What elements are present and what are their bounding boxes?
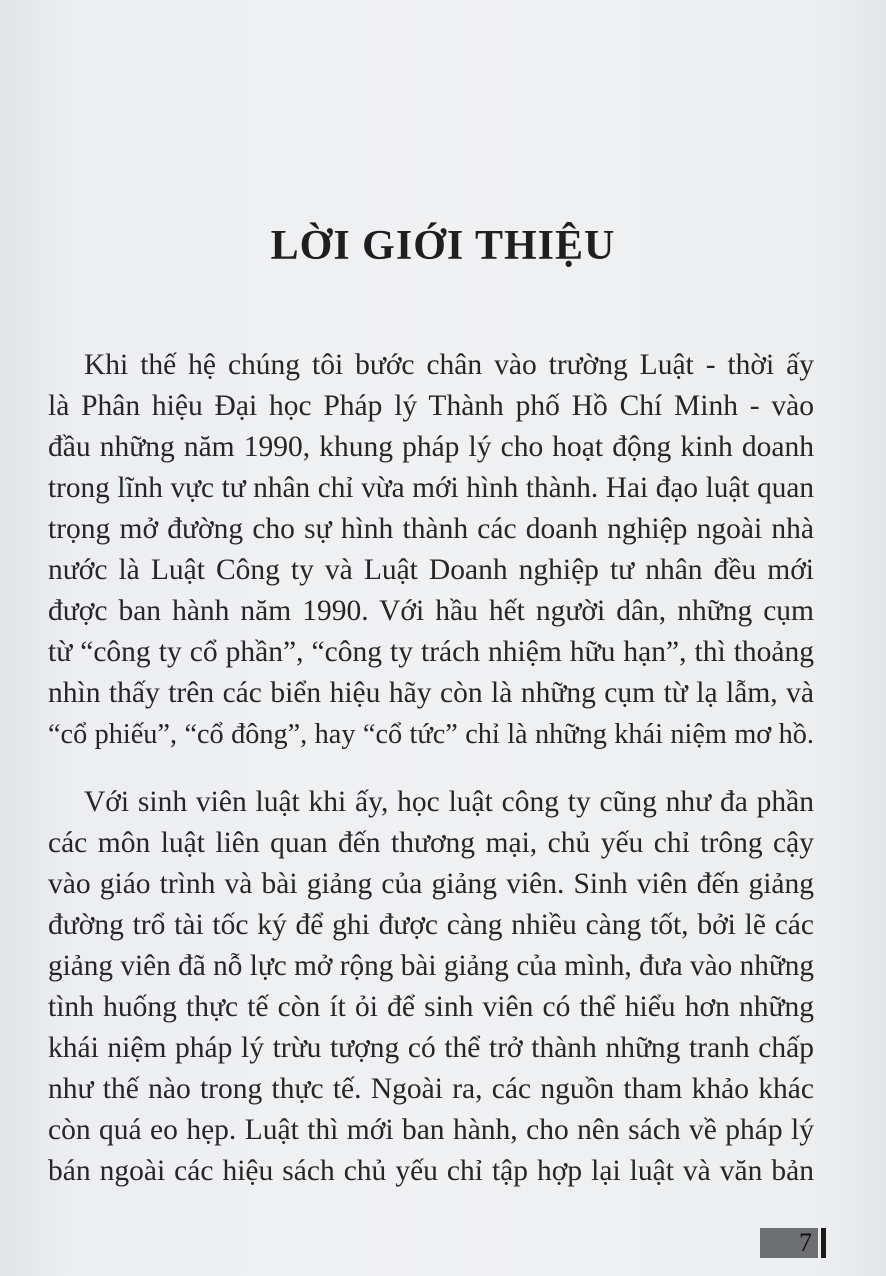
paragraph-line: đường trổ tài tốc ký để ghi được càng nhiều càng tốt, bởi lẽ các: [48, 909, 814, 941]
paragraph-line: “cổ phiếu”, “cổ đông”, hay “cổ tức” chỉ là những khái niệm mơ hồ.: [48, 719, 814, 750]
paragraph-line: vào giáo trình và bài giảng của giảng viên. Sinh viên đến giảng: [48, 868, 814, 900]
page-number: 7: [760, 1228, 818, 1258]
paragraph-line: được ban hành năm 1990. Với hầu hết người dân, những cụm: [48, 595, 814, 627]
paragraph-line: như thế nào trong thực tế. Ngoài ra, các nguồn tham khảo khác: [48, 1073, 814, 1105]
paragraph-line: trong lĩnh vực tư nhân chỉ vừa mới hình thành. Hai đạo luật quan: [48, 472, 814, 504]
paragraph-line: đầu những năm 1990, khung pháp lý cho hoạt động kinh doanh: [48, 431, 814, 463]
paragraph-line: các môn luật liên quan đến thương mại, chủ yếu chỉ trông cậy: [48, 827, 814, 859]
paragraph-line: là Phân hiệu Đại học Pháp lý Thành phố Hồ Chí Minh - vào: [48, 390, 814, 422]
paragraph-line: khái niệm pháp lý trừu tượng có thể trở thành những tranh chấp: [48, 1032, 814, 1064]
paragraph-line: bán ngoài các hiệu sách chủ yếu chỉ tập hợp lại luật và văn bản: [48, 1155, 814, 1187]
paragraph-line: giảng viên đã nỗ lực mở rộng bài giảng của mình, đưa vào những: [48, 950, 814, 982]
paragraph-line: nước là Luật Công ty và Luật Doanh nghiệp tư nhân đều mới: [48, 554, 814, 586]
page-title: LỜI GIỚI THIỆU: [270, 223, 616, 269]
paragraph-2: [48, 782, 814, 1192]
paragraph-line: còn quá eo hẹp. Luật thì mới ban hành, cho nên sách về pháp lý: [48, 1114, 814, 1146]
paragraph-line: nhìn thấy trên các biển hiệu hãy còn là những cụm từ lạ lẫm, và: [48, 677, 814, 709]
paragraph-line: tình huống thực tế còn ít ỏi để sinh viên có thể hiểu hơn những: [48, 991, 814, 1023]
paragraph-line: Với sinh viên luật khi ấy, học luật công ty cũng như đa phần: [84, 786, 814, 818]
paragraph-line: từ “công ty cổ phần”, “công ty trách nhiệm hữu hạn”, thì thoảng: [48, 636, 814, 668]
paragraph-1: [48, 345, 814, 755]
page-number-divider: [821, 1228, 826, 1258]
paragraph-line: trọng mở đường cho sự hình thành các doanh nghiệp ngoài nhà: [48, 513, 814, 545]
paragraph-line: Khi thế hệ chúng tôi bước chân vào trường Luật - thời ấy: [84, 349, 814, 381]
